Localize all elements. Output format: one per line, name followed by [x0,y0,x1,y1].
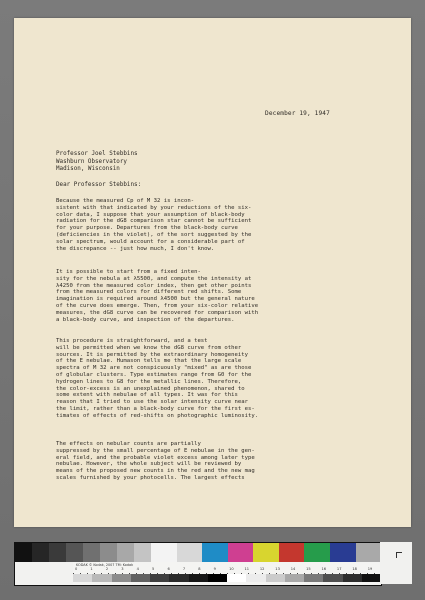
gray-patch [117,543,134,562]
ruler-block [131,574,150,582]
color-patch [151,543,177,562]
white-patch [15,562,73,585]
text-line: the discrepance -- just how much, I don't know. [56,245,215,252]
ruler-number: 9 [213,567,216,571]
ruler-number: 6 [167,567,170,571]
text-line: λ4250 from the measured color index, then get other points [56,282,252,289]
ruler-number: 7 [182,567,186,571]
text-line: reason that I tried to use the solar intensity curve near [56,399,248,406]
color-patch [177,543,203,562]
color-patches [151,543,381,562]
color-patch [279,543,305,562]
address-line: Madison, Wisconsin [56,166,120,173]
text-line: measures, the dG8 curve can be recovered for comparison with [56,309,259,316]
gray-patch [32,543,49,562]
ruler-number: 11 [244,567,250,571]
text-line: color data, I suppose that your assumption of black-body [56,211,245,218]
address-line: Washburn Observatory [56,158,127,165]
text-line: the limit, rather than a black-body curve for the first es- [56,405,255,412]
ruler-number: 13 [275,567,280,571]
color-patch [202,543,228,562]
ruler-block [208,574,227,582]
gray-patch [134,543,151,562]
text-line: for your purpose. Departures from the black-body curve [56,225,238,232]
ruler-block [150,574,169,582]
text-line: nebulae. However, the whole subject will be reviewed by [56,461,242,468]
text-line: radiation for the dG8 comparison star cannot be sufficient [56,218,252,225]
address-line: Professor Joel Stebbins [56,151,138,157]
ruler-block [362,574,381,582]
paragraph-4 [56,441,370,482]
gray-patch [66,543,83,562]
text-line: hydrogen lines to G8 for the metallic lines. Therefore, [56,378,242,385]
gray-patch [100,543,117,562]
ruler-number: 17 [336,567,342,571]
ruler-number: 19 [367,567,373,571]
ruler-number: 3 [121,567,124,571]
text-line: will be permitted when we know the dG8 curve from other [56,344,242,351]
ruler-block [73,574,92,582]
text-line: spectra of M 32 are not conspicuously "mixed" as are those [56,365,252,372]
paragraph-2 [56,269,370,323]
ruler-block [246,574,265,582]
text-line: sity for the nebula at λ5500, and compute the intensity at [56,275,252,282]
text-line: imagination is required around λ4500 but the general nature [56,296,255,303]
text-line: Because the measured Cp of M 32 is incon- [56,198,195,204]
ruler-brand-label: KODAK © Kodak, 2007 TM: Kodak [76,563,134,567]
ruler-block [266,574,285,582]
text-line: It is possible to start from a fixed inten- [56,269,201,275]
text-line: solar spectrum, would account for a considerable part of [56,238,245,245]
gray-patch [15,543,32,562]
gray-patch [49,543,66,562]
text-line: from the measured colors for different red shifts. Some [56,289,242,296]
text-line: eral field, and the probable violet excess among later type [56,454,255,461]
scan-bed-strip [380,542,412,584]
ruler-number: 5 [152,567,155,571]
ruler-block [323,574,342,582]
text-line: of the E nebulae. Humason tells me that the large scale [56,358,242,365]
ruler-gray-blocks [73,574,381,582]
ruler-block [92,574,111,582]
ruler-block [304,574,323,582]
color-patch [228,543,254,562]
ruler-number: 16 [321,567,327,571]
text-line: sistent with that indicated by your reductions of the six- [56,204,252,211]
ruler-number: 4 [136,567,139,571]
text-line: sources. It is permitted by the extraordinary homogeneity [56,351,248,358]
ruler-number: 14 [290,567,296,571]
text-line: of globular clusters. Type estimates range from G0 for the [56,371,252,378]
gray-patch [83,543,100,562]
color-calibration-target [14,542,382,586]
ruler-number: 10 [229,567,234,571]
text-line: means of the proposed new counts in the red and the new mag [56,468,255,475]
ruler-number: 15 [306,567,311,571]
ruler-block [112,574,131,582]
text-line: The effects on nebular counts are partially [56,441,201,447]
paragraph-1 [56,198,370,252]
color-patch [304,543,330,562]
color-patch [356,543,382,562]
text-line: timates of effects of red-shifts on photographic luminosity. [56,412,259,419]
ruler-block [343,574,362,582]
text-line: This procedure is straightforward, and a test [56,338,208,344]
ruler-block [189,574,208,582]
scale-ruler [73,562,381,585]
text-line: (deficiencies in the violet), of the sort suggested by the [56,231,252,238]
ruler-number: 8 [198,567,201,571]
text-line: scales furnished by your photocells. The largest effects [56,474,245,481]
ruler-number: 12 [259,567,265,571]
paragraph-3 [56,338,370,420]
ruler-number: 0 [75,567,78,571]
color-patch [253,543,279,562]
recipient-address [56,151,138,174]
text-line: a black-body curve, and inspection of the departures. [56,316,235,323]
salutation: Dear Professor Stebbins: [56,182,142,188]
ruler-number: 1 [90,567,93,571]
text-line: the color-excess is an unexplained phenomenon, shared to [56,385,245,392]
text-line: of the curve does emerge. Then, from your six-color relative [56,302,259,309]
text-line: suppressed by the small percentage of E nebulae in the gen- [56,447,255,454]
letter-page [14,18,411,527]
color-patch [330,543,356,562]
text-line: some extent with nebulae of all types. It was for this [56,392,238,399]
ruler-number: 18 [352,567,357,571]
letter-date: December 19, 1947 [265,110,330,117]
ruler-number: 2 [105,567,109,571]
ruler-block [285,574,304,582]
gray-scale-patches [15,543,151,562]
registration-mark [396,552,402,558]
ruler-block [169,574,188,582]
ruler-block [227,574,246,582]
